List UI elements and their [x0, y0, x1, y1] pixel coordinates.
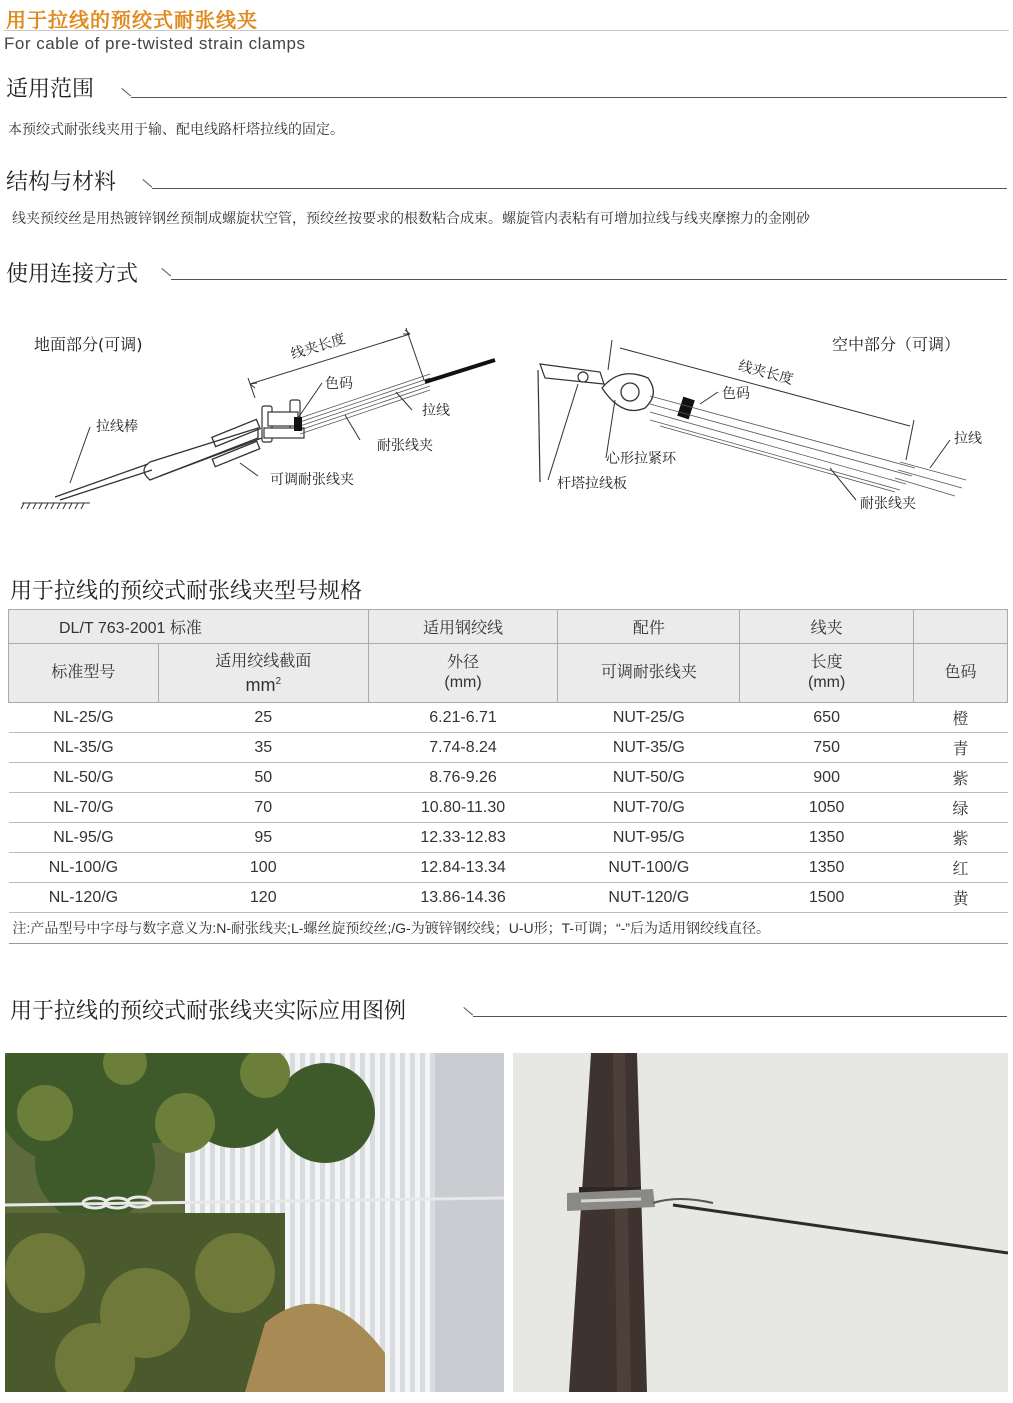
cell-fitting: NUT-120/G	[558, 883, 740, 913]
header-model: 标准型号	[9, 644, 159, 703]
table-note: 注:产品型号中字母与数字意义为:N-耐张线夹;L-螺丝旋预绞丝;/G-为镀锌钢绞线；U-U形；T-可调；“-”后为适用钢绞线直径。	[9, 913, 1008, 944]
right-color-code-label: 色码	[722, 386, 750, 402]
table-note-row	[9, 913, 1008, 944]
cell-color: 红	[914, 853, 1008, 883]
left-length-label: 线夹长度	[289, 331, 348, 363]
table-row	[9, 853, 1008, 883]
table-row	[9, 883, 1008, 913]
cell-section: 70	[158, 793, 368, 823]
cell-length: 900	[740, 763, 914, 793]
thimble-label: 心形拉紧环	[606, 451, 676, 467]
heading-tick	[161, 268, 171, 276]
header-length-label: 长度	[810, 654, 843, 671]
connection-diagram	[0, 300, 1013, 540]
section-heading-connection: 使用连接方式	[6, 262, 139, 287]
heading-tick	[142, 179, 152, 187]
header-blank	[914, 610, 1008, 644]
cell-length: 650	[740, 703, 914, 733]
tower-plate-label: 杆塔拉线板	[557, 476, 627, 492]
header-standard: DL/T 763-2001 标准	[9, 610, 369, 644]
cell-model: NL-50/G	[9, 763, 159, 793]
cell-color: 紫	[914, 763, 1008, 793]
cell-length: 750	[740, 733, 914, 763]
cell-od: 7.74-8.24	[368, 733, 558, 763]
table-row	[9, 823, 1008, 853]
heading-tick	[463, 1007, 473, 1015]
left-strain-clamp-label: 耐张线夹	[377, 438, 433, 454]
header-section-label: 适用绞线截面	[215, 652, 312, 670]
heading-underline	[473, 1016, 1007, 1017]
cell-length: 1500	[740, 883, 914, 913]
header-od-unit: (mm)	[444, 674, 482, 691]
cell-model: NL-35/G	[9, 733, 159, 763]
cell-color: 青	[914, 733, 1008, 763]
left-guy-wire-label: 拉线	[422, 403, 450, 419]
anchor-rod	[55, 419, 262, 500]
header-length	[740, 644, 914, 703]
header-clamp: 线夹	[740, 610, 914, 644]
tower-plate	[538, 364, 604, 482]
table-row	[9, 763, 1008, 793]
table-header-row-2	[9, 644, 1008, 703]
cell-model: NL-95/G	[9, 823, 159, 853]
cell-model: NL-25/G	[9, 703, 159, 733]
photo-left-drawing	[5, 1053, 504, 1392]
scope-text: 本预绞式耐张线夹用于输、配电线路杆塔拉线的固定。	[8, 122, 344, 138]
header-section	[158, 644, 368, 703]
page-subtitle: For cable of pre-twisted strain clamps	[4, 34, 306, 53]
header-section-unit-wrap	[159, 672, 368, 695]
section-heading-structure: 结构与材料	[6, 170, 117, 195]
right-strain-clamp-label: 耐张线夹	[860, 496, 916, 512]
cell-section: 95	[158, 823, 368, 853]
cell-model: NL-70/G	[9, 793, 159, 823]
cell-color: 黄	[914, 883, 1008, 913]
header-section-sup: 2	[275, 675, 282, 687]
application-photo-left	[5, 1053, 504, 1392]
cell-section: 25	[158, 703, 368, 733]
cell-color: 紫	[914, 823, 1008, 853]
table-row	[9, 703, 1008, 733]
right-guy-wire-label: 拉线	[954, 431, 982, 447]
section-heading-photos: 用于拉线的预绞式耐张线夹实际应用图例	[10, 999, 407, 1024]
header-color: 色码	[914, 644, 1008, 703]
guy-wire-left	[425, 360, 495, 382]
strain-clamp-strands	[300, 374, 430, 434]
cell-od: 8.76-9.26	[368, 763, 558, 793]
cell-fitting: NUT-100/G	[558, 853, 740, 883]
cell-od: 13.86-14.36	[368, 883, 558, 913]
cell-od: 10.80-11.30	[368, 793, 558, 823]
left-color-code-label: 色码	[325, 376, 353, 392]
cell-color: 绿	[914, 793, 1008, 823]
table-header-row-1	[9, 610, 1008, 644]
heading-underline	[171, 279, 1007, 280]
cell-model: NL-120/G	[9, 883, 159, 913]
header-steel-wire: 适用钢绞线	[368, 610, 558, 644]
right-length-label: 线夹长度	[736, 357, 795, 388]
anchor-rod-label: 拉线棒	[96, 419, 138, 435]
cell-fitting: NUT-70/G	[558, 793, 740, 823]
cell-length: 1050	[740, 793, 914, 823]
cell-length: 1350	[740, 853, 914, 883]
adjustable-clamp-label: 可调耐张线夹	[270, 472, 354, 488]
length-dimension-right	[608, 340, 914, 460]
page-title: 用于拉线的预绞式耐张线夹	[6, 8, 258, 32]
cell-od: 12.33-12.83	[368, 823, 558, 853]
header-section-unit: mm	[245, 674, 276, 695]
header-adjustable: 可调耐张线夹	[558, 644, 740, 703]
cell-length: 1350	[740, 823, 914, 853]
header-fitting: 配件	[558, 610, 740, 644]
cell-section: 120	[158, 883, 368, 913]
cell-section: 100	[158, 853, 368, 883]
structure-text: 线夹预绞丝是用热镀锌钢丝预制成螺旋状空管，预绞丝按要求的根数粘合成束。螺旋管内表粘有可增加拉线与线夹摩擦力的金刚砂	[12, 211, 810, 227]
diagram-left-title: 地面部分(可调)	[34, 335, 143, 354]
cell-fitting: NUT-35/G	[558, 733, 740, 763]
cell-section: 50	[158, 763, 368, 793]
section-heading-scope: 适用范围	[6, 77, 95, 102]
header-od-label: 外径	[447, 654, 480, 671]
spec-table	[8, 609, 1008, 944]
heading-underline	[131, 97, 1007, 98]
section-heading-spec: 用于拉线的预绞式耐张线夹型号规格	[10, 579, 363, 604]
ground-hatch	[21, 503, 90, 509]
thimble	[602, 374, 653, 411]
table-row	[9, 793, 1008, 823]
heading-underline	[152, 188, 1007, 189]
cell-color: 橙	[914, 703, 1008, 733]
table-row	[9, 733, 1008, 763]
heading-tick	[121, 88, 131, 96]
cell-od: 6.21-6.71	[368, 703, 558, 733]
header-od	[368, 644, 558, 703]
cell-fitting: NUT-25/G	[558, 703, 740, 733]
application-photo-right	[513, 1053, 1008, 1392]
color-code-band-left	[294, 417, 302, 431]
title-divider	[4, 30, 1009, 31]
spec-rows	[9, 703, 1008, 913]
cell-fitting: NUT-50/G	[558, 763, 740, 793]
cell-fitting: NUT-95/G	[558, 823, 740, 853]
cell-od: 12.84-13.34	[368, 853, 558, 883]
photo-right-drawing	[513, 1053, 1008, 1392]
cell-section: 35	[158, 733, 368, 763]
diagram-right-title: 空中部分（可调）	[832, 335, 961, 354]
header-length-unit: (mm)	[807, 674, 846, 691]
cell-model: NL-100/G	[9, 853, 159, 883]
